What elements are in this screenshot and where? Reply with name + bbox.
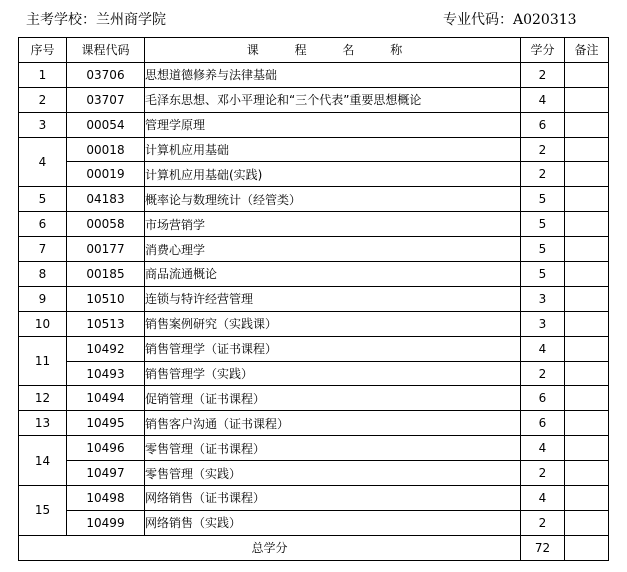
row-index: 2: [19, 87, 67, 112]
course-code: 00185: [67, 262, 145, 287]
course-credit: 3: [521, 311, 565, 336]
course-credit: 6: [521, 112, 565, 137]
row-index: 10: [19, 311, 67, 336]
course-code: 00019: [67, 162, 145, 187]
course-name: 销售案例研究（实践课）: [145, 311, 521, 336]
course-name: 商品流通概论: [145, 262, 521, 287]
table-row: [19, 187, 609, 212]
course-code: 00054: [67, 112, 145, 137]
course-name: 连锁与特许经营管理: [145, 286, 521, 311]
course-remark: [565, 112, 609, 137]
course-name: 消费心理学: [145, 237, 521, 262]
course-code: 10513: [67, 311, 145, 336]
course-credit: 5: [521, 187, 565, 212]
course-name: 网络销售（证书课程）: [145, 486, 521, 511]
course-remark: [565, 361, 609, 386]
course-remark: [565, 262, 609, 287]
course-credit: 2: [521, 510, 565, 535]
table-row: [19, 311, 609, 336]
table-row: [19, 137, 609, 162]
course-credit: 2: [521, 461, 565, 486]
course-credit: 5: [521, 212, 565, 237]
course-remark: [565, 62, 609, 87]
course-name: 毛泽东思想、邓小平理论和“三个代表”重要思想概论: [145, 87, 521, 112]
course-remark: [565, 87, 609, 112]
header-credit: 学分: [521, 38, 565, 63]
table-row: [19, 411, 609, 436]
course-code: 10497: [67, 461, 145, 486]
course-remark: [565, 187, 609, 212]
row-index: 13: [19, 411, 67, 436]
course-remark: [565, 212, 609, 237]
course-credit: 5: [521, 237, 565, 262]
course-code: 10493: [67, 361, 145, 386]
course-name: 零售管理（证书课程）: [145, 436, 521, 461]
row-index: 11: [19, 336, 67, 386]
course-credit: 2: [521, 361, 565, 386]
course-code: 04183: [67, 187, 145, 212]
total-row: [19, 535, 609, 560]
row-index: 14: [19, 436, 67, 486]
course-code: 10498: [67, 486, 145, 511]
course-code: 10496: [67, 436, 145, 461]
course-credit: 2: [521, 62, 565, 87]
course-name: 市场营销学: [145, 212, 521, 237]
table-row: [19, 361, 609, 386]
course-name: 零售管理（实践）: [145, 461, 521, 486]
row-index: 15: [19, 486, 67, 536]
course-code: 00058: [67, 212, 145, 237]
table-row: [19, 510, 609, 535]
course-name: 概率论与数理统计（经管类）: [145, 187, 521, 212]
row-index: 9: [19, 286, 67, 311]
course-code: 10499: [67, 510, 145, 535]
table-row: [19, 112, 609, 137]
course-name: 促销管理（证书课程）: [145, 386, 521, 411]
course-credit: 2: [521, 137, 565, 162]
course-code: 10492: [67, 336, 145, 361]
course-credit: 2: [521, 162, 565, 187]
table-row: [19, 486, 609, 511]
document-header: [0, 0, 627, 34]
course-remark: [565, 162, 609, 187]
row-index: 6: [19, 212, 67, 237]
table-row: [19, 62, 609, 87]
total-remark: [565, 535, 609, 560]
course-credit: 4: [521, 87, 565, 112]
course-remark: [565, 237, 609, 262]
table-row: [19, 87, 609, 112]
course-table: [18, 37, 609, 561]
course-code: 03707: [67, 87, 145, 112]
course-remark: [565, 411, 609, 436]
course-remark: [565, 486, 609, 511]
header-course-code: 课程代码: [67, 38, 145, 63]
course-table-body: [19, 62, 609, 535]
course-name: 计算机应用基础: [145, 137, 521, 162]
table-row: [19, 336, 609, 361]
exam-school-label: 主考学校：兰州商学院: [26, 12, 166, 28]
row-index: 4: [19, 137, 67, 187]
course-name: 销售客户沟通（证书课程）: [145, 411, 521, 436]
table-row: [19, 162, 609, 187]
course-code: 00018: [67, 137, 145, 162]
course-code: 03706: [67, 62, 145, 87]
course-remark: [565, 386, 609, 411]
table-row: [19, 262, 609, 287]
course-name: 销售管理学（实践）: [145, 361, 521, 386]
header-course-name: 课 程 名 称: [145, 38, 521, 63]
course-remark: [565, 137, 609, 162]
course-remark: [565, 311, 609, 336]
course-remark: [565, 336, 609, 361]
course-credit: 6: [521, 411, 565, 436]
row-index: 7: [19, 237, 67, 262]
course-code: 10494: [67, 386, 145, 411]
major-code-label: 专业代码：A020313: [443, 12, 577, 28]
total-label: 总学分: [19, 535, 521, 560]
course-code: 00177: [67, 237, 145, 262]
course-name: 计算机应用基础(实践): [145, 162, 521, 187]
table-row: [19, 436, 609, 461]
course-credit: 5: [521, 262, 565, 287]
course-remark: [565, 436, 609, 461]
course-code: 10495: [67, 411, 145, 436]
course-name: 管理学原理: [145, 112, 521, 137]
course-credit: 4: [521, 436, 565, 461]
row-index: 3: [19, 112, 67, 137]
course-credit: 6: [521, 386, 565, 411]
course-name: 销售管理学（证书课程）: [145, 336, 521, 361]
course-code: 10510: [67, 286, 145, 311]
table-row: [19, 212, 609, 237]
header-remark: 备注: [565, 38, 609, 63]
row-index: 1: [19, 62, 67, 87]
course-credit: 3: [521, 286, 565, 311]
table-row: [19, 461, 609, 486]
course-remark: [565, 461, 609, 486]
row-index: 8: [19, 262, 67, 287]
table-row: [19, 286, 609, 311]
header-index: 序号: [19, 38, 67, 63]
course-credit: 4: [521, 486, 565, 511]
course-credit: 4: [521, 336, 565, 361]
row-index: 12: [19, 386, 67, 411]
course-remark: [565, 510, 609, 535]
course-name: 网络销售（实践）: [145, 510, 521, 535]
table-row: [19, 386, 609, 411]
row-index: 5: [19, 187, 67, 212]
table-row: [19, 237, 609, 262]
table-header-row: [19, 38, 609, 63]
course-name: 思想道德修养与法律基础: [145, 62, 521, 87]
total-credit: 72: [521, 535, 565, 560]
course-remark: [565, 286, 609, 311]
